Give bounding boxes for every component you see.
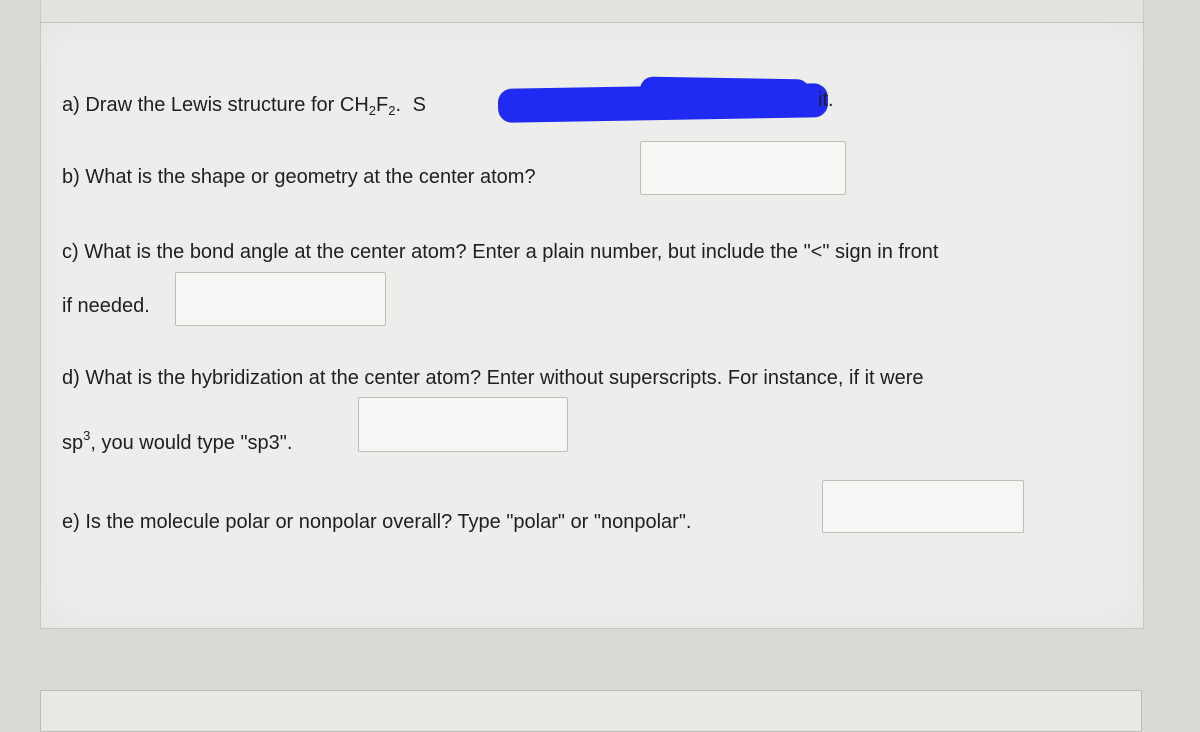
question-d-sp: sp — [62, 432, 84, 454]
bond-angle-answer-input[interactable] — [175, 272, 386, 326]
question-c-line1: c) What is the bond angle at the center atom? Enter a plain number, but include the "<" sign in front — [62, 241, 939, 263]
question-a-subscript-2: 2 — [388, 103, 396, 118]
question-a-peek-before: S — [412, 94, 426, 116]
question-b: b) What is the shape or geometry at the center atom? — [62, 166, 536, 188]
question-d-line2 — [62, 424, 292, 455]
question-d-line1: d) What is the hybridization at the center atom? Enter without superscripts. For instance, if it were — [62, 367, 924, 389]
question-c-line2: if needed. — [62, 295, 150, 317]
geometry-answer-input[interactable] — [640, 141, 846, 195]
question-d-superscript: 3 — [83, 428, 91, 443]
question-e: e) Is the molecule polar or nonpolar overall? Type "polar" or "nonpolar". — [62, 511, 692, 533]
question-a-mid: F — [376, 94, 389, 116]
question-a-subscript-1: 2 — [368, 103, 376, 118]
question-a-tail: . — [395, 94, 402, 116]
top-strip — [40, 0, 1144, 23]
redaction-mark-top — [640, 77, 810, 106]
next-question-box — [40, 690, 1142, 732]
polarity-answer-input[interactable] — [822, 480, 1024, 533]
question-d-suffix: , you would type "sp3". — [90, 432, 293, 454]
question-a-prefix: a) Draw the Lewis structure for CH — [62, 94, 369, 116]
question-a-peek-after: it. — [818, 89, 834, 111]
question-a — [62, 93, 426, 123]
hybridization-answer-input[interactable] — [358, 397, 568, 452]
